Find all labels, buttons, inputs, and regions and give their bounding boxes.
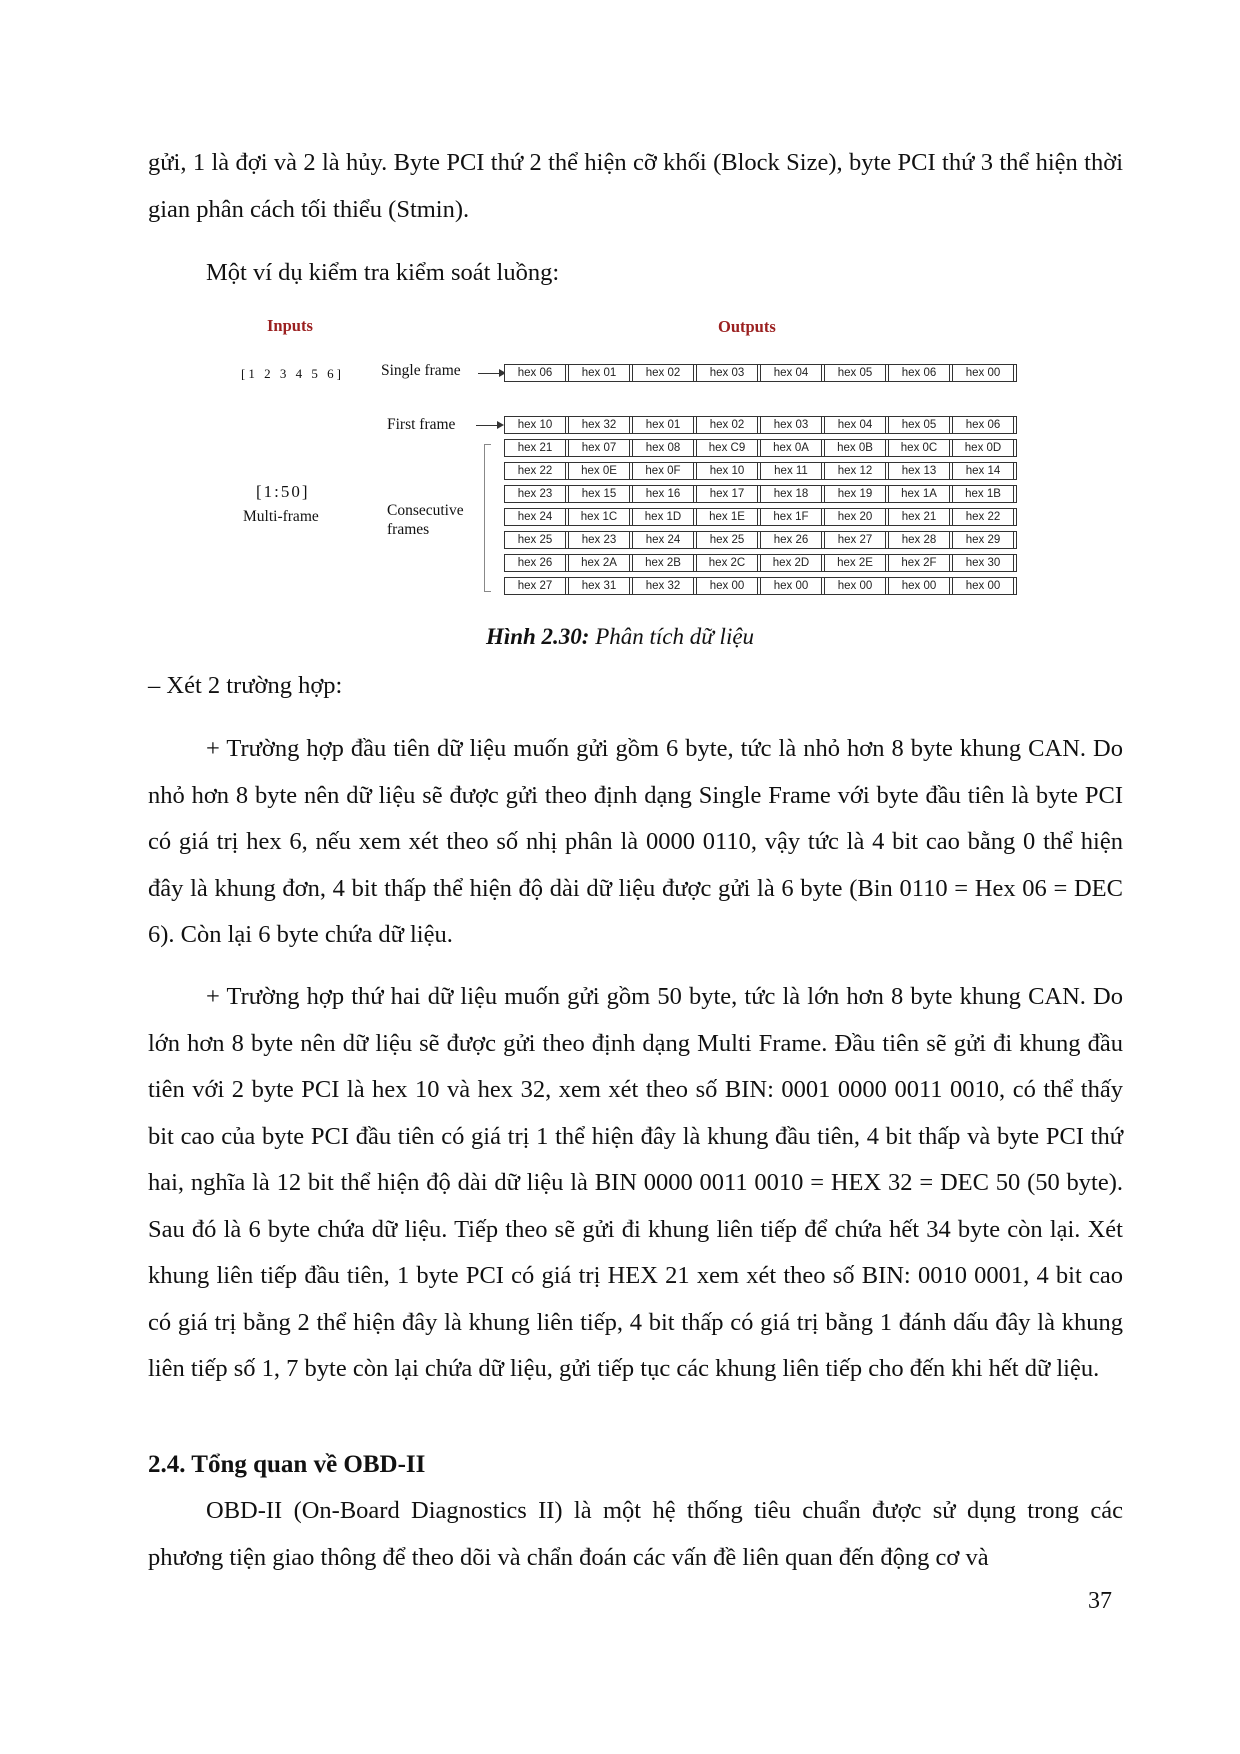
hex-cell: hex 17 (696, 485, 758, 503)
paragraph-example-intro: Một ví dụ kiểm tra kiểm soát luồng: (206, 259, 560, 286)
figure-frame-analysis (236, 312, 1026, 612)
hex-cell: hex 08 (632, 439, 694, 457)
hex-cell: hex 26 (760, 531, 822, 549)
hex-cell: hex 2E (824, 554, 886, 572)
hex-cell: hex 32 (568, 416, 630, 434)
caption-text: Phân tích dữ liệu (589, 624, 755, 649)
hex-cell: hex 12 (824, 462, 886, 480)
caption-label: Hình 2.30: (485, 624, 590, 649)
hex-cell: hex 0E (568, 462, 630, 480)
hex-cell: hex 1E (696, 508, 758, 526)
hex-cell: hex 19 (824, 485, 886, 503)
hex-cell: hex 00 (760, 577, 822, 595)
paragraph-continuation: gửi, 1 là đợi và 2 là hủy. Byte PCI thứ 2 thể hiện cỡ khối (Block Size), byte PCI thứ 3 thể hiện thời gian phân cách tối thiểu (Stmin). (148, 149, 1123, 223)
hex-cell: hex 04 (824, 416, 886, 434)
single-input: [1 2 3 4 5 6] (241, 366, 344, 381)
hex-cell: hex 13 (888, 462, 950, 480)
section-heading: 2.4. Tổng quan về OBD-II (148, 1451, 426, 1478)
paragraph-cases: – Xét 2 trường hợp: (148, 672, 343, 699)
hex-cell: hex 22 (952, 508, 1014, 526)
hex-cell: hex 22 (504, 462, 566, 480)
hex-cell: hex 06 (952, 416, 1014, 434)
hex-cell: hex 2B (632, 554, 694, 572)
hex-cell: hex 29 (952, 531, 1014, 549)
hex-cell: hex 27 (824, 531, 886, 549)
hex-cell: hex 04 (760, 364, 822, 382)
hex-cell: hex 01 (568, 364, 630, 382)
hex-cell: hex 00 (824, 577, 886, 595)
hex-cell: hex 1A (888, 485, 950, 503)
paragraph-obd-intro: OBD-II (On-Board Diagnostics II) là một hệ thống tiêu chuẩn được sử dụng trong các phương tiện giao thông để theo dõi và chẩn đoán các vấn đề liên quan đến động cơ và (148, 1497, 1123, 1571)
hex-cell: hex 00 (888, 577, 950, 595)
inputs-title: Inputs (267, 316, 313, 335)
hex-cell: hex 1D (632, 508, 694, 526)
hex-cell: hex 00 (952, 364, 1014, 382)
hex-cell: hex 02 (632, 364, 694, 382)
hex-cell: hex 0F (632, 462, 694, 480)
hex-cell: hex 25 (504, 531, 566, 549)
hex-cell: hex 2D (760, 554, 822, 572)
hex-cell: hex 07 (568, 439, 630, 457)
hex-cell: hex C9 (696, 439, 758, 457)
hex-cell: hex 24 (632, 531, 694, 549)
hex-cell: hex 06 (504, 364, 566, 382)
hex-cell: hex 18 (760, 485, 822, 503)
hex-cell: hex 0D (952, 439, 1014, 457)
hex-cell: hex 23 (568, 531, 630, 549)
hex-cell: hex 1B (952, 485, 1014, 503)
hex-cell: hex 27 (504, 577, 566, 595)
hex-cell: hex 1F (760, 508, 822, 526)
paragraph-case-multi: + Trường hợp thứ hai dữ liệu muốn gửi gồm 50 byte, tức là lớn hơn 8 byte khung CAN. Do lớn hơn 8 byte nên dữ liệu sẽ được gửi theo định dạng Multi Frame. Đầu tiên sẽ gửi đi khung đầu tiên với 2 byte PCI là hex 10 và hex 32, xem xét theo số BIN: 0001 0000 0011 0010, có thể thấy bit cao của byte PCI đầu tiên có giá trị 1 thể hiện đây là khung đầu tiên, 4 bit thấp và byte PCI thứ hai, nghĩa là 12 bit thể hiện độ dài dữ liệu là BIN 0000 0011 0010 = HEX 32 = DEC 50 (50 byte). Sau đó là 6 byte chứa dữ liệu. Tiếp theo sẽ gửi đi khung liên tiếp để chứa hết 34 byte còn lại. Xét khung liên tiếp đầu tiên, 1 byte PCI có giá trị HEX 21 xem xét theo số BIN: 0010 0001, 4 bit cao có giá trị bằng 2 thể hiện đây là khung liên tiếp, 4 bit thấp có giá trị bằng 1 đánh dấu đây là khung liên tiếp số 1, 7 byte còn lại chứa dữ liệu, gửi tiếp tục các khung liên tiếp cho đến khi hết dữ liệu. (148, 983, 1123, 1382)
hex-cell: hex 32 (632, 577, 694, 595)
hex-cell: hex 10 (504, 416, 566, 434)
hex-cell: hex 2F (888, 554, 950, 572)
hex-cell: hex 15 (568, 485, 630, 503)
single-frame-arrow (478, 373, 504, 374)
consecutive-label-line1: Consecutive (387, 502, 464, 519)
multi-input: [1:50] (256, 482, 310, 501)
consecutive-brace (484, 444, 491, 592)
hex-cell: hex 05 (888, 416, 950, 434)
hex-cell: hex 24 (504, 508, 566, 526)
hex-cell: hex 16 (632, 485, 694, 503)
hex-cell: hex 0C (888, 439, 950, 457)
hex-cell: hex 28 (888, 531, 950, 549)
hex-cell: hex 20 (824, 508, 886, 526)
hex-cell: hex 10 (696, 462, 758, 480)
outputs-title: Outputs (718, 317, 776, 336)
hex-cell: hex 2A (568, 554, 630, 572)
hex-cell: hex 23 (504, 485, 566, 503)
hex-cell: hex 25 (696, 531, 758, 549)
page-number: 37 (1088, 1588, 1112, 1614)
hex-cell: hex 03 (760, 416, 822, 434)
hex-cell: hex 02 (696, 416, 758, 434)
hex-cell: hex 06 (888, 364, 950, 382)
first-frame-arrow (476, 425, 502, 426)
hex-cell: hex 26 (504, 554, 566, 572)
hex-cell: hex 11 (760, 462, 822, 480)
hex-cell: hex 21 (888, 508, 950, 526)
hex-cell: hex 21 (504, 439, 566, 457)
hex-cell: hex 01 (632, 416, 694, 434)
hex-cell: hex 0A (760, 439, 822, 457)
hex-cell: hex 03 (696, 364, 758, 382)
hex-cell: hex 30 (952, 554, 1014, 572)
first-frame-label: First frame (387, 416, 456, 433)
paragraph-case-single: + Trường hợp đầu tiên dữ liệu muốn gửi gồm 6 byte, tức là nhỏ hơn 8 byte khung CAN. Do nhỏ hơn 8 byte nên dữ liệu sẽ được gửi theo định dạng Single Frame với byte đầu tiên là byte PCI có giá trị hex 6, nếu xem xét theo số nhị phân là 0000 0110, vậy tức là 4 bit cao bằng 0 thể hiện đây là khung đơn, 4 bit thấp thể hiện độ dài dữ liệu được gửi là 6 byte (Bin 0110 = Hex 06 = DEC 6). Còn lại 6 byte chứa dữ liệu. (148, 735, 1123, 948)
hex-cell: hex 1C (568, 508, 630, 526)
hex-cell: hex 0B (824, 439, 886, 457)
figure-caption (0, 624, 1240, 650)
hex-cell: hex 00 (696, 577, 758, 595)
hex-cell: hex 05 (824, 364, 886, 382)
multi-frame-label: Multi-frame (243, 508, 319, 525)
hex-cell: hex 2C (696, 554, 758, 572)
hex-cell: hex 14 (952, 462, 1014, 480)
consecutive-label-line2: frames (387, 521, 430, 538)
hex-cell: hex 00 (952, 577, 1014, 595)
hex-cell: hex 31 (568, 577, 630, 595)
single-frame-label: Single frame (381, 362, 461, 379)
